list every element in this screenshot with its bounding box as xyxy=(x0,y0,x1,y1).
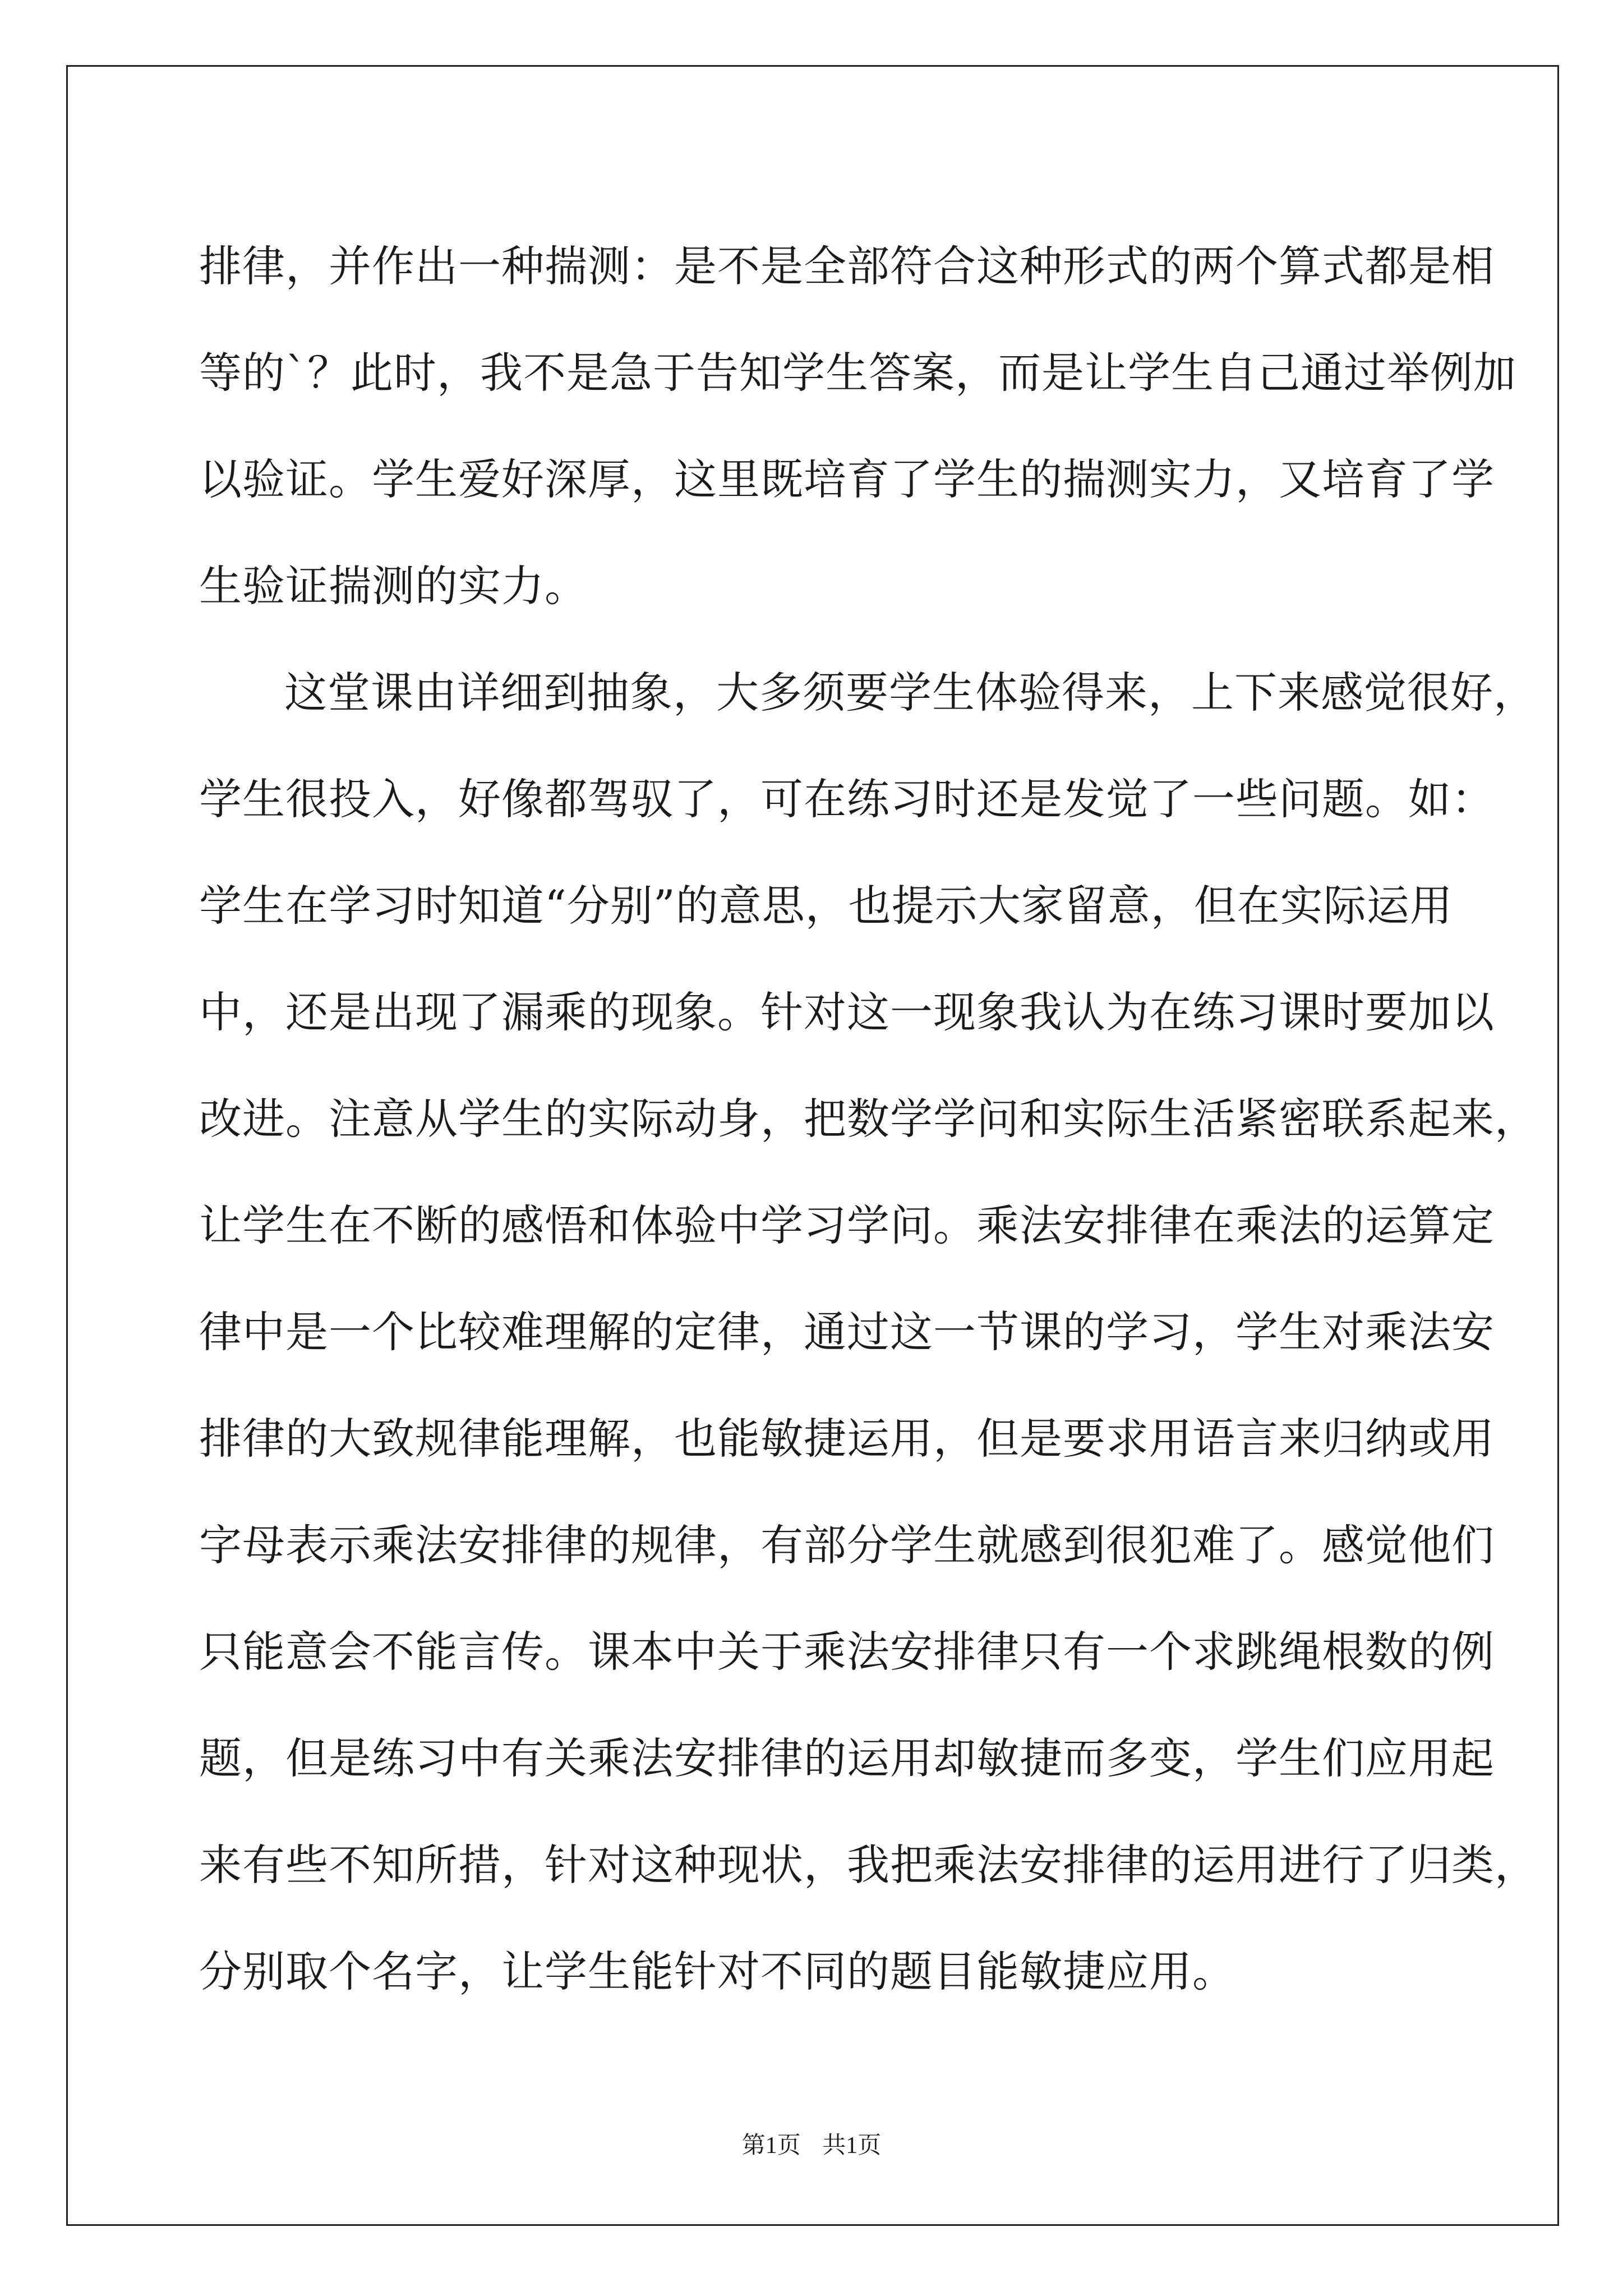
text-line: 字母表示乘法安排律的规律，有部分学生就感到很犯难了。感觉他们 xyxy=(199,1520,1495,1570)
text-line: 改进。注意从学生的实际动身，把数学学问和实际生活紧密联系起来， xyxy=(199,1094,1538,1144)
text-line: 题，但是练习中有关乘法安排律的运用却敏捷而多变，学生们应用起 xyxy=(199,1733,1495,1783)
text-line: 生验证揣测的实力。 xyxy=(199,561,588,611)
text-line: 以验证。学生爱好深厚，这里既培育了学生的揣测实力，又培育了学 xyxy=(199,454,1495,504)
document-body xyxy=(199,213,1538,2025)
page-footer xyxy=(0,2129,1623,2162)
page-number: 第1页 xyxy=(741,2133,801,2159)
text-line: 排律的大致规律能理解，也能敏捷运用，但是要求用语言来归纳或用 xyxy=(199,1414,1495,1464)
text-line: 学生很投入，好像都驾驭了，可在练习时还是发觉了一些问题。如： xyxy=(199,774,1495,824)
text-line: 来有些不知所措，针对这种现状，我把乘法安排律的运用进行了归类， xyxy=(199,1840,1538,1890)
text-line: 等的`？此时，我不是急于告知学生答案，而是让学生自己通过举例加 xyxy=(199,348,1516,398)
page-total: 共1页 xyxy=(822,2133,882,2159)
text-line: 只能意会不能言传。课本中关于乘法安排律只有一个求跳绳根数的例 xyxy=(199,1627,1495,1677)
text-line: 分别取个名字，让学生能针对不同的题目能敏捷应用。 xyxy=(199,1947,1235,1996)
text-line: 律中是一个比较难理解的定律，通过这一节课的学习，学生对乘法安 xyxy=(199,1307,1495,1357)
text-line: 学生在学习时知道“分别”的意思，也提示大家留意，但在实际运用 xyxy=(199,881,1453,931)
text-line: 让学生在不断的感悟和体验中学习学问。乘法安排律在乘法的运算定 xyxy=(199,1200,1495,1250)
text-line: 中，还是出现了漏乘的现象。针对这一现象我认为在练习课时要加以 xyxy=(199,987,1495,1037)
text-line: 排律，并作出一种揣测：是不是全部符合这种形式的两个算式都是相 xyxy=(199,241,1495,291)
text-line: 这堂课由详细到抽象，大多须要学生体验得来，上下来感觉很好， xyxy=(284,668,1537,717)
